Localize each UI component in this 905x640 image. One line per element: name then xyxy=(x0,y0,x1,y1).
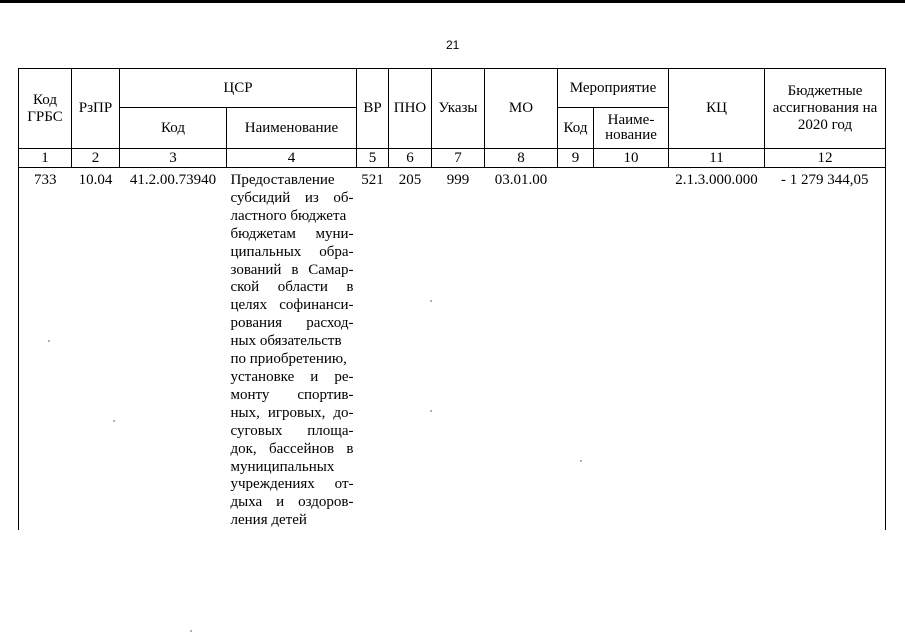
cell-rzpr: 10.04 xyxy=(78,172,113,188)
name-line: учреждениях от- xyxy=(230,476,354,493)
header-csr-kod: Код xyxy=(120,108,227,149)
name-line: ных обязательств xyxy=(230,333,342,350)
header-pno: ПНО xyxy=(389,69,432,149)
name-line: монту спортив- xyxy=(230,386,354,403)
cell-kod-grbs: 733 xyxy=(19,168,72,531)
header-ukazy: Указы xyxy=(432,69,485,149)
name-line: установке и ре- xyxy=(230,368,354,385)
column-number-row xyxy=(19,149,886,168)
cell-csr-kod: 41.2.00.73940 xyxy=(129,172,217,188)
header-kc: КЦ xyxy=(669,69,765,149)
page-top-border xyxy=(0,0,905,3)
name-line: Предоставление xyxy=(230,172,335,188)
column-number: 11 xyxy=(669,149,765,168)
column-number: 12 xyxy=(765,149,886,168)
name-line: зований в Самар- xyxy=(230,261,354,278)
name-line: субсидий из об- xyxy=(230,189,354,206)
header-vr: ВР xyxy=(357,69,389,149)
table-row xyxy=(19,168,886,531)
page-number: 21 xyxy=(446,38,460,52)
name-line: ципальных обра- xyxy=(230,243,354,260)
column-number: 3 xyxy=(120,149,227,168)
header-kod-grbs: Код ГРБС xyxy=(19,69,72,149)
name-line: муниципальных xyxy=(230,458,335,475)
name-line: дыха и оздоров- xyxy=(230,494,354,511)
header-mo: МО xyxy=(485,69,558,149)
cell-ukazy: 999 xyxy=(446,172,470,188)
column-number: 10 xyxy=(594,149,669,168)
column-number: 4 xyxy=(227,149,357,168)
cell-amount: - 1 279 344,05 xyxy=(765,168,886,531)
cell-pno: 205 xyxy=(398,172,422,188)
column-number: 8 xyxy=(485,149,558,168)
column-number: 1 xyxy=(19,149,72,168)
name-line: док, бассейнов в xyxy=(230,440,354,457)
scan-speck xyxy=(580,460,582,462)
scan-speck xyxy=(113,420,115,422)
header-mer-name: Наиме-нование xyxy=(594,108,669,149)
name-line: ления детей xyxy=(230,512,307,529)
name-line: ской области в xyxy=(230,279,354,296)
header-csr: ЦСР xyxy=(120,69,357,108)
scan-speck xyxy=(430,410,432,412)
cell-mer-kod xyxy=(558,168,594,531)
cell-name xyxy=(227,168,357,531)
name-line: ластного бюджета xyxy=(230,207,347,224)
cell-vr: 521 xyxy=(361,172,384,188)
name-line: суговых площа- xyxy=(230,422,354,439)
header-budget: Бюджетные ассигнования на 2020 год xyxy=(765,69,886,149)
name-line: целях софинанси- xyxy=(230,297,354,314)
header-rzpr: РзПР xyxy=(72,69,120,149)
header-csr-name: Наименование xyxy=(227,108,357,149)
name-line: по приобретению, xyxy=(230,351,347,368)
cell-mer-name xyxy=(594,168,669,531)
header-mer-kod: Код xyxy=(558,108,594,149)
column-number: 2 xyxy=(72,149,120,168)
name-line: рования расход- xyxy=(230,315,354,332)
name-line: бюджетам муни- xyxy=(230,225,354,242)
cell-mo: 03.01.00 xyxy=(494,172,548,188)
scan-speck xyxy=(48,340,50,342)
budget-table xyxy=(18,68,886,530)
cell-kc: 2.1.3.000.000 xyxy=(675,172,758,188)
scan-speck xyxy=(190,630,192,632)
column-number: 7 xyxy=(432,149,485,168)
scan-speck xyxy=(430,300,432,302)
column-number: 6 xyxy=(389,149,432,168)
name-line: ных, игровых, до- xyxy=(230,404,354,421)
column-number: 9 xyxy=(558,149,594,168)
column-number: 5 xyxy=(357,149,389,168)
header-meropriyatie: Мероприятие xyxy=(558,69,669,108)
